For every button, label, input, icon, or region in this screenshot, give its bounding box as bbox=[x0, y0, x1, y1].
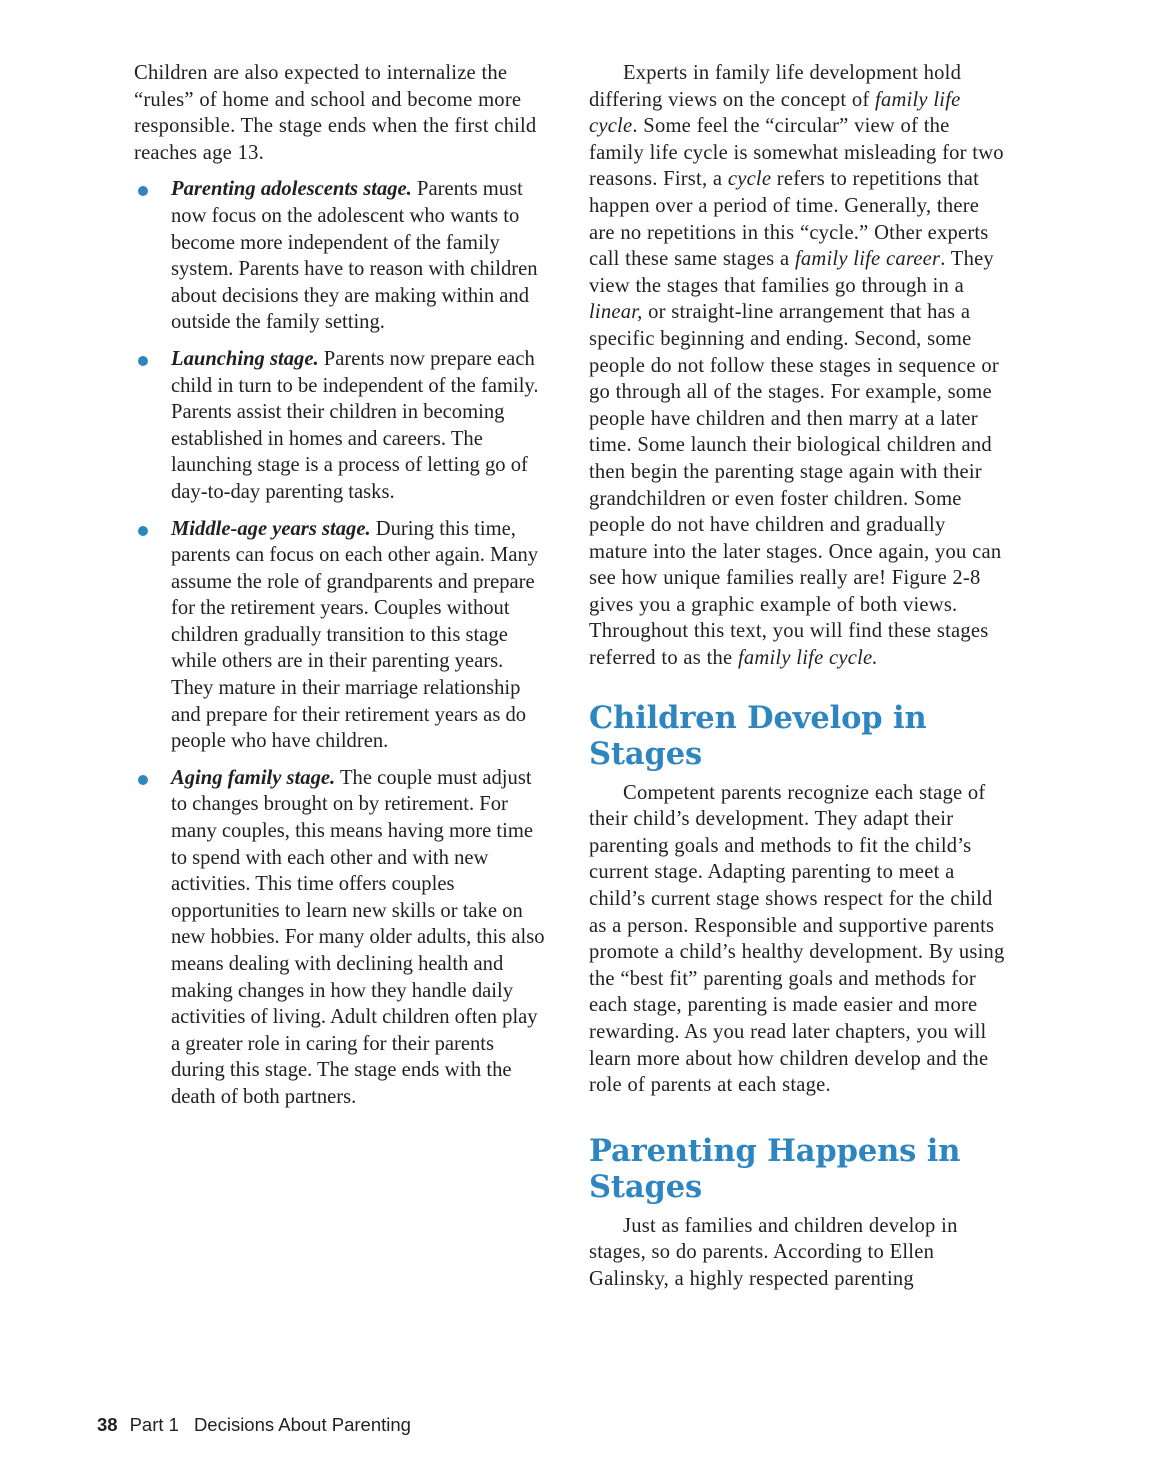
bullet-dot-icon bbox=[138, 356, 148, 366]
section-heading-parenting-happens-in-stages: Parenting Happens in Stages bbox=[589, 1132, 961, 1205]
italic-term: family life cycle bbox=[589, 88, 961, 138]
stage-term: Aging family stage. bbox=[171, 766, 336, 789]
text-run: refers to repetitions that happen over a period of time. Generally, there are no repetitions in this “cycle.” Other experts call these same stages a bbox=[589, 168, 989, 271]
children-develop-paragraph: Competent parents recognize each stage of their child’s development. They adapt their parenting goals and methods to fit the child’s current stage. Adapting parenting to meet a child’s current stage shows respect for the child as a person. Responsible and supportive parents promote a child’s healthy development. By using the “best fit” parenting goals and methods for each stage, parenting is made easier and more rewarding. As you read later chapters, you will learn more about how children develop and the role of parents at each stage. bbox=[589, 781, 1005, 1097]
family-life-cycle-paragraph bbox=[589, 60, 1005, 672]
stage-description: Parents must now focus on the adolescent who wants to become more independent of the family system. Parents have to reason with children about decisions they are making within and outside the family setting. bbox=[171, 178, 538, 334]
stage-description: Parents now prepare each child in turn to be independent of the family. Parents assist their children in becoming established in homes and careers. The launching stage is a process of letting go of day-to-day parenting tasks. bbox=[171, 347, 539, 503]
italic-term: cycle bbox=[727, 168, 772, 191]
stage-description: The couple must adjust to changes brought on by retirement. For many couples, this means having more time to spend with each other and with new activities. This time offers couples opportunities to learn new skills or take on new hobbies. For many older adults, this also means dealing with declining health and making changes in how they handle daily activities of living. Adult children often play a greater role in caring for their parents during this stage. The stage ends with the death of both partners. bbox=[171, 766, 545, 1108]
stage-term: Launching stage. bbox=[171, 347, 319, 370]
continued-paragraph: Children are also expected to internalize the “rules” of home and school and become more responsible. The stage ends when the first child reaches age 13. bbox=[134, 62, 537, 164]
stage-description: During this time, parents can focus on each other again. Many assume the role of grandparents and prepare for the retirement years. Couples without children gradually transition to this stage while others are in their parenting years. They mature in their marriage relationship and prepare for their retirement years as do people who have children. bbox=[171, 517, 539, 753]
parenting-happens-paragraph: Just as families and children develop in stages, so do parents. According to Ellen Galinsky, a highly respected parenting bbox=[589, 1214, 958, 1290]
stage-term: Middle-age years stage. bbox=[171, 517, 371, 540]
running-head: Decisions About Parenting bbox=[193, 1414, 411, 1435]
italic-term: family life cycle. bbox=[737, 647, 878, 670]
part-label: Part 1 bbox=[129, 1414, 179, 1435]
text-run: . Some feel the “circular” view of the family life cycle is somewhat misleading for two reasons. First, a bbox=[589, 115, 1004, 191]
bullet-dot-icon bbox=[138, 526, 148, 536]
bullet-dot-icon bbox=[138, 775, 148, 785]
stage-term: Parenting adolescents stage. bbox=[171, 178, 412, 201]
list-item bbox=[134, 516, 550, 755]
list-item bbox=[134, 176, 550, 336]
text-run: Experts in family life development hold differing views on the concept of bbox=[589, 62, 962, 111]
page-footer bbox=[97, 1414, 411, 1436]
right-text-column bbox=[589, 60, 1005, 1293]
parenting-stages-list bbox=[134, 176, 550, 1110]
section-heading-children-develop-in-stages: Children Develop in Stages bbox=[589, 699, 927, 772]
italic-term: family life career bbox=[794, 248, 941, 271]
bullet-dot-icon bbox=[138, 186, 148, 196]
text-run: . They view the stages that families go through in a bbox=[589, 248, 994, 297]
list-item bbox=[134, 346, 550, 506]
italic-term: linear, bbox=[589, 301, 643, 324]
page-number: 38 bbox=[97, 1414, 118, 1435]
left-text-column bbox=[134, 60, 550, 1111]
list-item bbox=[134, 765, 550, 1111]
text-run: or straight-line arrangement that has a specific beginning and ending. Second, some people do not follow these stages in sequence or go through all of the stages. For example, some people have children and then marry at a later time. Some launch their biological children and then begin the parenting stage again with their grandchildren or even foster children. Some people do not have children and gradually mature into the later stages. Once again, you can see how unique families really are! Figure 2-8 gives you a graphic example of both views. Throughout this text, you will find these stages referred to as the bbox=[589, 301, 1002, 670]
